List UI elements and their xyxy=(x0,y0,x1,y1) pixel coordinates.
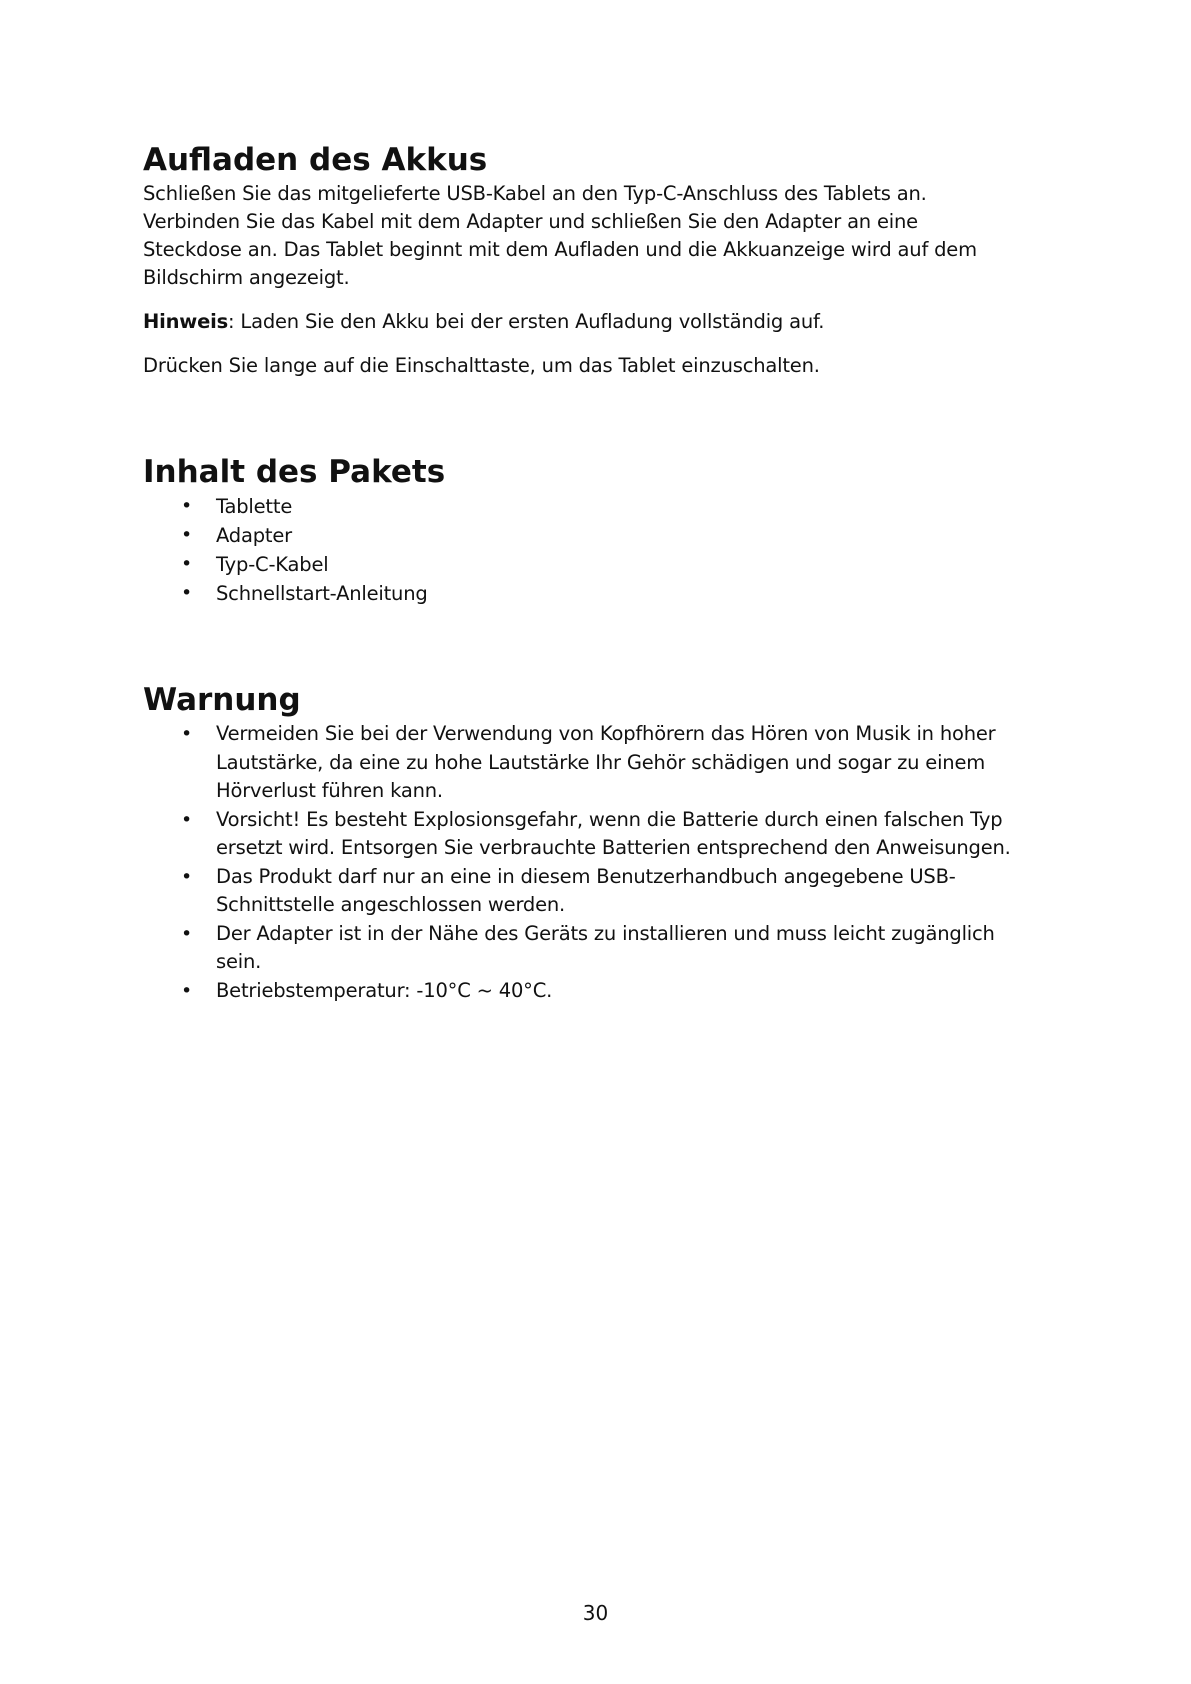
list-item: • Der Adapter ist in der Nähe des Geräts zu installieren und muss leicht zugänglich sein. xyxy=(181,921,995,973)
charging-note xyxy=(143,308,1063,336)
bullet-icon: • xyxy=(181,495,193,517)
bullet-icon: • xyxy=(181,979,193,1002)
charging-paragraph xyxy=(143,180,1063,292)
bullet-icon: • xyxy=(181,582,193,604)
section-heading-package: Inhalt des Pakets xyxy=(143,454,446,490)
list-item: • Vermeiden Sie bei der Verwendung von Kopfhörern das Hören von Musik in hoher Lautstärke, da eine zu hohe Lautstärke Ihr Gehör schädigen und sogar zu einem Hörverlust führen kann. xyxy=(181,722,996,802)
page-content xyxy=(143,140,1063,1005)
bullet-icon: • xyxy=(181,723,193,745)
charging-line: Bildschirm angezeigt. xyxy=(143,266,350,289)
bullet-icon: • xyxy=(181,922,193,945)
charging-line: Verbinden Sie das Kabel mit dem Adapter und schließen Sie den Adapter an eine xyxy=(143,210,918,233)
list-item: • Schnellstart-Anleitung xyxy=(143,579,1063,608)
section-heading-charging: Aufladen des Akkus xyxy=(143,142,488,178)
charging-line: Steckdose an. Das Tablet beginnt mit dem Aufladen und die Akkuanzeige wird auf dem xyxy=(143,238,977,261)
warning-list xyxy=(143,720,1063,1005)
bullet-icon: • xyxy=(181,553,193,575)
list-item: • Tablette xyxy=(143,492,1063,521)
bullet-icon: • xyxy=(181,524,193,546)
list-item: • Vorsicht! Es besteht Explosionsgefahr, wenn die Batterie durch einen falschen Typ ersetzt wird. Entsorgen Sie verbrauchte Batterien entsprechend den Anweisungen. xyxy=(181,807,1011,859)
page-number: 30 xyxy=(582,1601,609,1625)
power-on-instruction: Drücken Sie lange auf die Einschalttaste, um das Tablet einzuschalten. xyxy=(143,354,820,377)
section-heading-warning: Warnung xyxy=(143,682,301,718)
note-label: Hinweis xyxy=(143,310,229,333)
charging-line: Schließen Sie das mitgelieferte USB-Kabel an den Typ-C-Anschluss des Tablets an. xyxy=(143,182,927,205)
list-item: • Betriebstemperatur: -10°C ~ 40°C. xyxy=(143,977,1063,1006)
bullet-icon: • xyxy=(181,808,193,831)
list-item: • Typ-C-Kabel xyxy=(143,550,1063,579)
list-item: • Adapter xyxy=(143,521,1063,550)
list-item: • Das Produkt darf nur an eine in diesem Benutzerhandbuch angegebene USB- Schnittstelle angeschlossen werden. xyxy=(181,864,956,916)
bullet-icon: • xyxy=(181,865,193,888)
package-list xyxy=(143,492,1063,608)
note-text: : Laden Sie den Akku bei der ersten Aufladung vollständig auf. xyxy=(228,310,825,333)
